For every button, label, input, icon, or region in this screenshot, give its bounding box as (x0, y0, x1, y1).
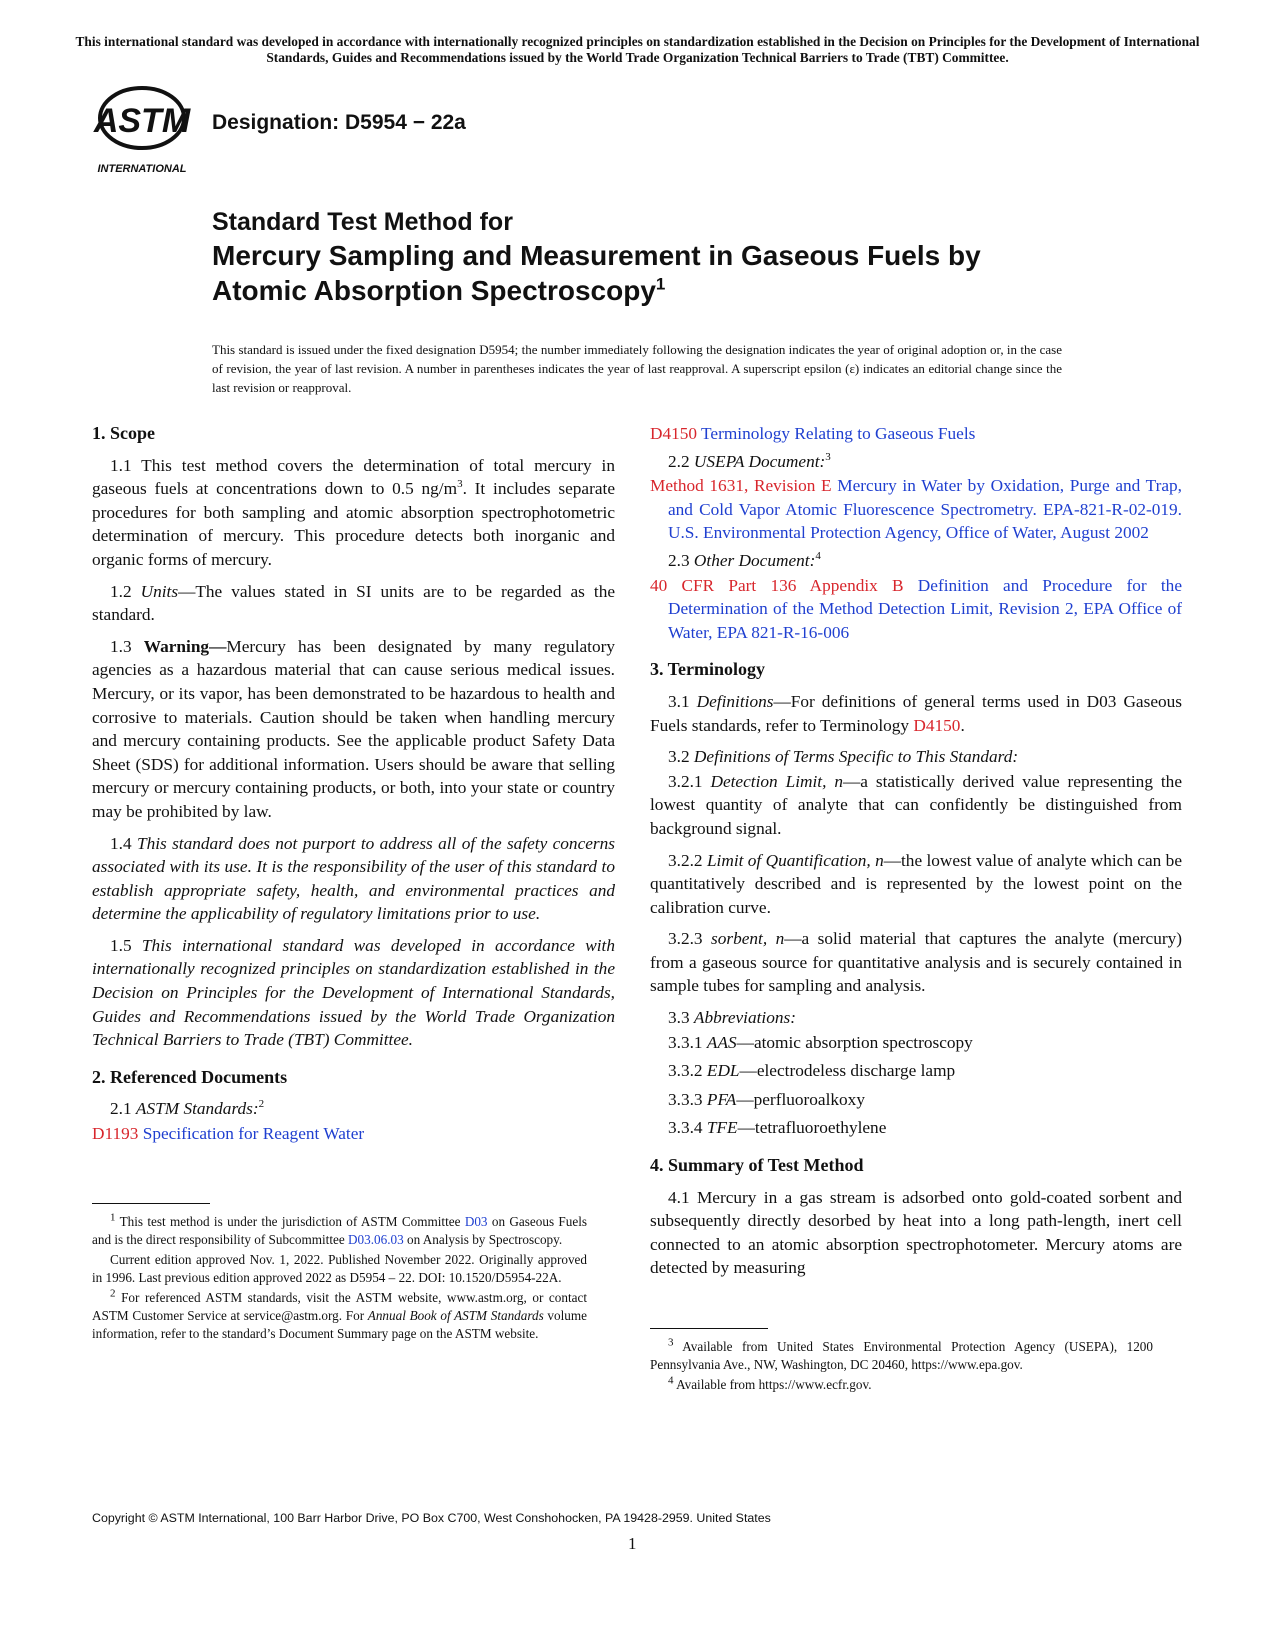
ref-method-1631 (650, 474, 1182, 545)
abbr-item: 3.3.3 PFA—perfluoroalkoxy (668, 1089, 865, 1109)
left-column (92, 422, 615, 1147)
designation: Designation: D5954 − 22a (212, 111, 466, 134)
link-d4150[interactable]: D4150 (650, 424, 698, 443)
ref-d4150 (650, 422, 1182, 446)
para-1-3: 1.3 Warning—Mercury has been designated by many regulatory agencies as a hazardous material that can cause serious medical issues. Mercury, or its vapor, has been demonstrated to be hazardous to health and corrosive to materials. Caution should be taken when handling mercury and mercury containing products. See the applicable product Safety Data Sheet (SDS) for additional information. Users should be aware that selling mercury or mercury containing products, or both, into your state or country may be prohibited by law. (92, 636, 616, 821)
footnotes-left (92, 1213, 587, 1345)
link-40-cfr-title[interactable]: Definition and Procedure for the Determination of the Method Detection Limit, Revision 2, EPA Office of Water, EPA 821-R-16-006 (668, 575, 1182, 642)
para-2-1: 2.1 ASTM Standards:$^2$ (110, 1098, 265, 1119)
link-d03[interactable]: D03 (464, 1214, 488, 1229)
footnote-2: $^2$ For referenced ASTM standards, visit the ASTM website, www.astm.org, or contact ASTM Customer Service at service@astm.org. For Annual Book of ASTM Standards volume information, refer to the standard’s Document Summary page on the ASTM website. (92, 1287, 587, 1341)
title-line-3: Atomic Absorption Spectroscopy$^1$ (212, 274, 666, 306)
footnote-rule-right (650, 1328, 768, 1329)
footnote-1: $^1$ This test method is under the jurisdiction of ASTM Committee D03 on Gaseous Fuels and is the direct responsibility of Subcommittee D03.06.03 on Analysis by Spectroscopy. (92, 1211, 587, 1247)
abbr-item: 3.3.2 EDL—electrodeless discharge lamp (668, 1061, 956, 1081)
title-footnote-mark[interactable]: 1 (655, 274, 666, 294)
para-2-2: 2.2 USEPA Document:$^3$ (668, 450, 831, 471)
ref-40-cfr (650, 574, 1182, 645)
abbr-item: 3.3.1 AAS—atomic absorption spectroscopy (668, 1032, 973, 1052)
para-1-4: 1.4 This standard does not purport to address all of the safety concerns associated with its use. It is the responsibility of the user of this standard to establish appropriate safety, health, and environmental practices and determine the applicability of regulatory limitations prior to use. (92, 833, 615, 924)
link-d1193-title[interactable]: Specification for Reagent Water (138, 1124, 365, 1144)
footnotes-right (650, 1338, 1153, 1397)
section-2-heading: 2. Referenced Documents (92, 1066, 288, 1087)
section-3-heading: 3. Terminology (650, 659, 766, 680)
link-40-cfr[interactable]: 40 CFR Part 136 Appendix B (650, 575, 904, 595)
para-3-2: 3.2 Definitions of Terms Specific to This Standard: (668, 747, 1019, 767)
footnote-1-edition: Current edition approved Nov. 1, 2022. Published November 2022. Originally approved in 1996. Last previous edition approved 2022 as D5954 – 22. DOI: 10.1520/D5954-22A. (92, 1252, 587, 1285)
link-d4150-inline[interactable]: D4150 (913, 715, 961, 735)
link-d03-06-03[interactable]: D03.06.03 (348, 1231, 404, 1247)
para-3-2-3: 3.2.3 sorbent, n—a solid material that captures the analyte (mercury) from a gaseous source for quantitative analysis and is securely contained in sample tubes for sampling and analysis. (650, 929, 1182, 996)
svg-text:INTERNATIONAL: INTERNATIONAL (97, 163, 187, 175)
link-d4150-title[interactable]: Terminology Relating to Gaseous Fuels (697, 424, 976, 443)
top-notice: This international standard was developed in accordance with internationally recognized principles on standardization established in the Decision on Principles for the Development of International Standards, Guides and Recommendations issued by the World Trade Organization Technical Barriers to Trade (TBT) Committee. (75, 34, 1200, 65)
section-4-heading: 4. Summary of Test Method (650, 1155, 864, 1176)
page-number: 1 (628, 1534, 637, 1553)
astm-logo (92, 84, 192, 176)
title-line-1: Standard Test Method for (212, 208, 513, 236)
abbr-item: 3.3.4 TFE—tetrafluoroethylene (668, 1118, 887, 1138)
para-3-2-1: 3.2.1 Detection Limit, n—a statistically derived value representing the lowest quantity of analyte that can confidently be distinguished from background signal. (650, 771, 1182, 838)
para-3-2-2: 3.2.2 Limit of Quantification, n—the lowest value of analyte which can be quantitatively described and is represented by the lowest point on the calibration curve. (650, 850, 1182, 917)
svg-text:ASTM: ASTM (93, 102, 191, 140)
para-3-1: 3.1 Definitions—For definitions of general terms used in D03 Gaseous Fuels standards, refer to Terminology D4150. (650, 691, 1182, 735)
para-4-1: 4.1 Mercury in a gas stream is adsorbed onto gold-coated sorbent and subsequently directly desorbed by heat into a long path-length, inert cell connected to an atomic absorption spectrophotometer. Mercury atoms are detected by measuring (650, 1187, 1182, 1278)
para-1-1: 1.1 This test method covers the determination of total mercury in gaseous fuels at concentrations down to 0.5 $ng/m^3$. It includes separate procedures for both sampling and atomic absorption spectrophotometric determination of mercury. This procedure detects both inorganic and organic forms of mercury. (92, 455, 616, 569)
title-line-2: Mercury Sampling and Measurement in Gaseous Fuels by (212, 240, 981, 271)
link-d1193[interactable]: D1193 (92, 1124, 139, 1144)
para-2-3: 2.3 Other Document:$^4$ (668, 550, 821, 570)
link-method-1631[interactable]: Method 1631, Revision E (650, 476, 832, 496)
document-title (212, 206, 1172, 308)
para-1-2: 1.2 Units—The values stated in SI units are to be regarded as the standard. (92, 581, 616, 625)
para-1-5: 1.5 This international standard was developed in accordance with internationally recognized principles on standardization established in the Decision on Principles for the Development of International Standards, Guides and Recommendations issued by the World Trade Organization Technical Barriers to Trade (TBT) Committee. (92, 935, 615, 1050)
section-1-heading: 1. Scope (92, 423, 155, 443)
footnote-rule-left (92, 1203, 210, 1204)
issue-note: This standard is issued under the fixed designation D5954; the number immediately following the designation indicates the year of original adoption or, in the case of revision, the year of last revision. A number in parentheses indicates the year of last reapproval. A superscript epsilon (ε) indicates an editorial change since the last revision or reapproval. (212, 342, 1062, 395)
footnote-4: $^4$ Available from https://www.ecfr.gov. (668, 1374, 872, 1393)
footnote-3: $^3$ Available from United States Environmental Protection Agency (USEPA), 1200 Pennsylvania Ave., NW, Washington, DC 20460, https://www.epa.gov. (650, 1336, 1153, 1372)
copyright: Copyright © ASTM International, 100 Barr Harbor Drive, PO Box C700, West Conshohocken, PA 19428-2959. United States (92, 1511, 771, 1525)
ref-d1193 (92, 1122, 615, 1146)
right-column (650, 422, 1182, 1288)
link-method-1631-title[interactable]: Mercury in Water by Oxidation, Purge and Trap, and Cold Vapor Atomic Fluorescence Spectrometry. EPA-821-R-02-019. U.S. Environmental Protection Agency, Office of Water, August 2002 (668, 476, 1182, 543)
para-3-3: 3.3 Abbreviations: (668, 1008, 796, 1028)
